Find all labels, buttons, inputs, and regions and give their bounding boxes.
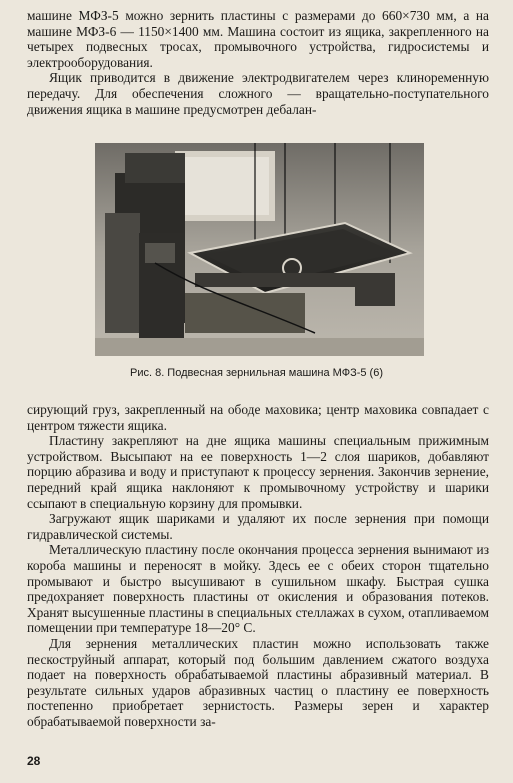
top-text-block [27, 8, 489, 117]
bottom-text-block [27, 402, 489, 729]
figure-caption: Рис. 8. Подвесная зернильная машина МФЗ-5 (6) [129, 367, 384, 379]
page-number: 28 [27, 754, 41, 768]
paragraph: Металлическую пластину после окончания процесса зернения вынимают из короба машины и переносят в мойку. Здесь ее с обеих сторон тщательно промывают и быстро высушивают в сушильном шкафу. Быстрая сушка предохраняет поверхность пластины от окисления и образования потеков. Хранят высушенные пластины в специальных стеллажах в сухом, отапливаемом помещении при температуре 18—20° С. [27, 542, 489, 636]
paragraph: сирующий груз, закрепленный на ободе маховика; центр маховика совпадает с центром тяжести ящика. [27, 402, 489, 433]
paragraph: Для зернения металлических пластин можно использовать также пескоструйный аппарат, который под большим давлением сжатого воздуха подает на поверхность обрабатываемой пластины абразивный материал. В результате сильных ударов абразивных частиц о пластину ее поверхность постепенно приобретает зернистость. Размеры зерен и характер обрабатываемой поверхности за- [27, 635, 489, 729]
paragraph: Загружают ящик шариками и удаляют их после зернения при помощи гидравлической системы. [27, 511, 489, 542]
machine-photo-illustration [95, 143, 424, 356]
paragraph: машине МФЗ-5 можно зернить пластины с размерами до 660×730 мм, а на машине МФЗ-6 — 1150×1400 мм. Машина состоит из ящика, закрепленного на четырех подвесных тросах, промывочного устройства, гидросистемы и электрооборудования. [27, 8, 489, 70]
machine-photo [95, 143, 424, 356]
paragraph: Пластину закрепляют на дне ящика машины специальным прижимным устройством. Высыпают на ее поверхность 1—2 слоя шариков, добавляют порцию абразива и воду и приступают к процессу зернения. Закончив зернение, передний край ящика наклоняют к промывочному устройству и шарики ссыпают в специальную корзину для промывки. [27, 433, 489, 511]
paragraph: Ящик приводится в движение электродвигателем через клиноременную передачу. Для обеспечения сложного — вращательно-поступательного движения ящика в машине предусмотрен дебалан- [27, 70, 489, 117]
